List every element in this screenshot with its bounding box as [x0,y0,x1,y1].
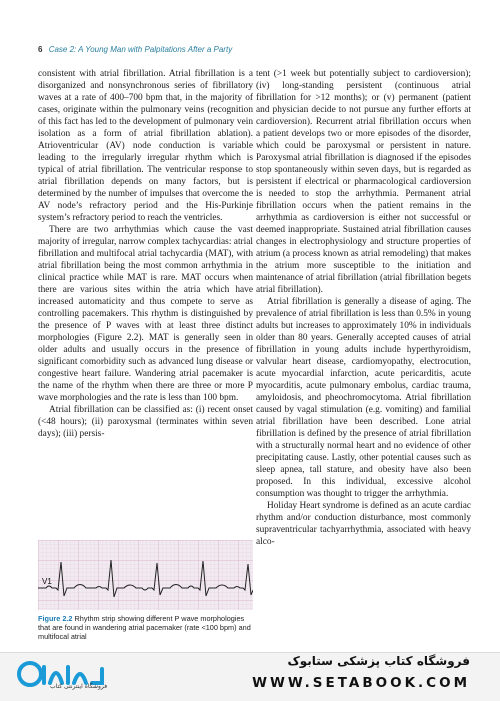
paragraph: Atrial fibrillation is generally a disease of aging. The prevalence of atrial fibrillation is less than 0.5% in young adults but increases to approximately 10% in individuals older than 80 years. Generally accepted causes of atrial fibrillation in young adults include hyperthyroidism, valvular heart disease, cardiomyopathy, electrocution, acute myocardial infarction, acute pericarditis, acute myocarditis, acute pulmonary embolus, cardiac trauma, amyloidosis, and pheochromocytoma. Atrial fibrillation caused by vagal stimulation (e.g. vomiting) and familial atrial fibrillation have been described. Lone atrial fibrillation is defined by the presence of atrial fibrillation with a structurally normal heart and no evidence of other precipitating cause. Lastly, other potential causes such as sleep apnea, tall stature, and obesity have also been proposed. In this individual, excessive alcohol consumption was thought to trigger the arrhythmia. [256,297,471,499]
ecg-rhythm-strip [38,540,253,610]
store-name: فروشگاه کتاب پزشکی ستابوک [287,654,470,668]
logo-subtitle: فروشگاه اینترنتی کتاب [50,683,108,690]
lead-label: V1 [42,577,52,586]
website-url: WWW.SETABOOK.COM [252,675,470,691]
figure-caption-label: Figure 2.2 [38,614,73,623]
paragraph: tent (>1 week but potentially subject to cardioversion); (iv) long-standing persistent (continuous atrial fibrillation for >12 months); or (v) permanent (patient and physician decide to not pursue any further efforts at cardioversion). Recurrent atrial fibrillation occurs when a patient develops two or more episodes of the disorder, which could be paroxysmal or persistent in nature. Paroxysmal atrial fibrillation is diagnosed if the episodes stop spontaneously within seven days, but is regarded as persistent if electrical or pharmacological cardioversion is needed to stop the arrhythmia. Permanent atrial fibrillation occurs when the patient remains in the arrhythmia as cardioversion is either not successful or deemed inappropriate. Sustained atrial fibrillation causes changes in electrophysiology and structure properties of atrium (a process known as atrial remodeling) that makes the atrium more susceptible to the initiation and maintenance of atrial fibrillation (atrial fibrillation begets atrial fibrillation). [256,69,471,295]
right-text-column [256,68,471,548]
paragraph: Atrial fibrillation can be classified as: (i) recent onset (<48 hours); (ii) paroxysmal (terminates within seven days); (iii) persis- [38,405,253,439]
ecg-rhythm-strip-figure [38,540,253,610]
figure-caption [38,614,253,641]
paragraph: Holiday Heart syndrome is defined as an acute cardiac rhythm and/or conduction disturbance, most commonly supraventricular tachyarrhythmia, associated with heavy alco- [256,501,471,547]
running-header [38,45,232,54]
paragraph: There are two arrhythmias which cause the vast majority of irregular, narrow complex tachycardias: atrial fibrillation and multifocal atrial tachycardia (MAT), with atrial fibrillation being the most common arrhythmia in clinical practice while MAT is rare. MAT occurs when there are various sites within the atria which have increased automaticity and thus compete to serve as controlling pacemakers. This rhythm is distinguished by the presence of P waves with at least three distinct morphologies (Figure 2.2). MAT is generally seen in older adults and usually occurs in the presence of significant comorbidity such as advanced lung disease or congestive heart failure. Wandering atrial pacemaker is the name of the rhythm when there are three or more P wave morphologies and the rate is less than 100 bpm. [38,225,253,403]
setabook-logo [16,657,108,697]
left-text-column [38,68,253,440]
chapter-title: Case 2: A Young Man with Palpitations After a Party [48,45,233,54]
paragraph: consistent with atrial fibrillation. Atrial fibrillation is a disorganized and nonsynchronous series of fibrillatory waves at a rate of 400–700 bpm that, in the majority of cases, originate within the pulmonary veins (recognition of this fact has led to the development of pulmonary vein isolation as a form of atrial fibrillation ablation). Atrioventricular (AV) node conduction is variable leading to the irregularly irregular rhythm which is typical of atrial fibrillation. The ventricular response to atrial fibrillation depends on many factors, but is determined by the number of impulses that overcome the AV node’s refractory period and the His-Purkinje system’s refractory period to reach the ventricles. [38,69,253,223]
ecg-grid [38,540,253,610]
page-number: 6 [38,45,43,54]
figure-caption-text: Rhythm strip showing different P wave morphologies that are found in wandering atrial pacemaker (rate <100 bpm) and multifocal atrial [38,614,251,641]
